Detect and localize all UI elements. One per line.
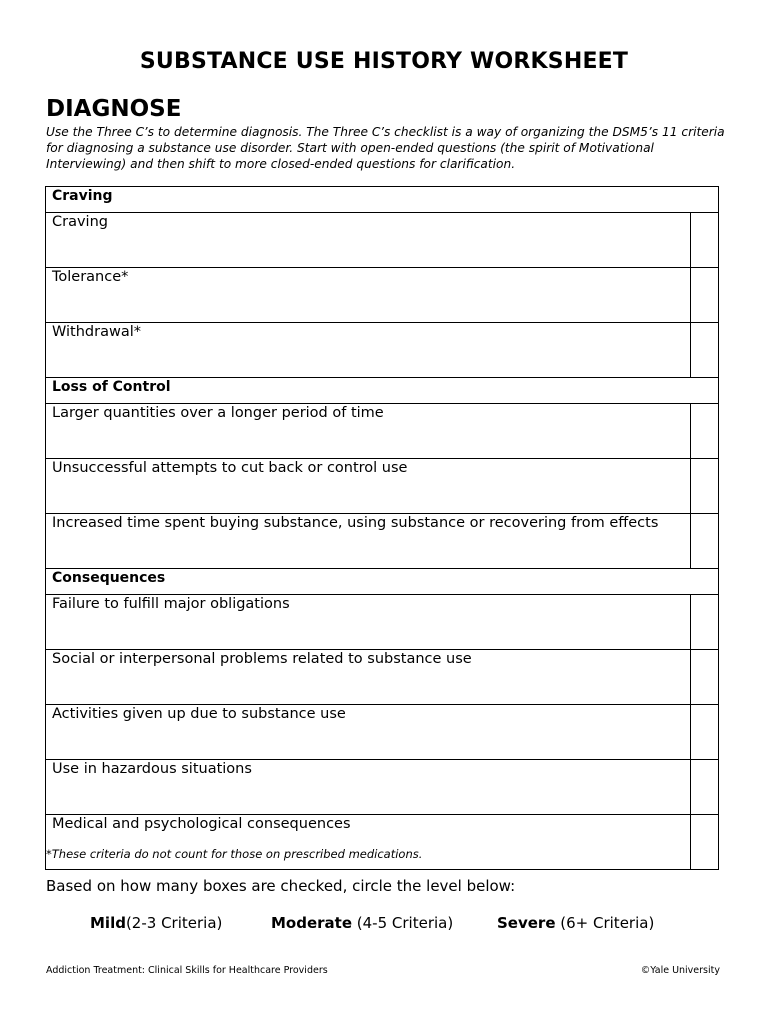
criterion-label: Tolerance*: [46, 268, 691, 323]
criterion-checkbox[interactable]: [690, 268, 718, 323]
criterion-checkbox[interactable]: [690, 459, 718, 514]
level-range: (2-3 Criteria): [125, 914, 223, 932]
group-row-consequences: [46, 569, 719, 595]
criterion-checkbox[interactable]: [690, 595, 718, 650]
criterion-row: [46, 595, 719, 650]
criteria-table: [45, 186, 719, 870]
criterion-row: [46, 705, 719, 760]
criterion-checkbox[interactable]: [690, 404, 718, 459]
criterion-row: [46, 213, 719, 268]
criterion-row: [46, 815, 719, 870]
criterion-label: Activities given up due to substance use: [46, 705, 691, 760]
level-range: (4-5 Criteria): [352, 914, 454, 932]
level-name: Mild: [90, 914, 126, 932]
criterion-label: Larger quantities over a longer period of time: [46, 404, 691, 459]
worksheet-title: SUBSTANCE USE HISTORY WORKSHEET: [139, 49, 629, 74]
criterion-label: Unsuccessful attempts to cut back or control use: [46, 459, 691, 514]
criterion-label: Craving: [46, 213, 691, 268]
group-row-loss-of-control: [46, 378, 719, 404]
group-label: Loss of Control: [46, 378, 719, 404]
footnote: *These criteria do not count for those on prescribed medications.: [46, 847, 423, 861]
criterion-checkbox[interactable]: [690, 650, 718, 705]
level-range: (6+ Criteria): [555, 914, 655, 932]
criterion-row: [46, 650, 719, 705]
criterion-row: [46, 760, 719, 815]
criterion-row: [46, 404, 719, 459]
criterion-row: [46, 514, 719, 569]
criterion-row: [46, 268, 719, 323]
level-mild[interactable]: [90, 914, 222, 932]
criterion-label: Increased time spent buying substance, using substance or recovering from effects: [46, 514, 691, 569]
criterion-row: [46, 323, 719, 378]
criterion-checkbox[interactable]: [690, 213, 718, 268]
section-intro: Use the Three C’s to determine diagnosis. The Three C’s checklist is a way of organizing the DSM5’s 11 criteria for diagnosing a substance use disorder. Start with open-ended questions (the spirit of Motivational Interviewing) and then shift to more closed-ended questions for clarification.: [46, 125, 725, 171]
group-row-craving: [46, 187, 719, 213]
criterion-row: [46, 459, 719, 514]
criterion-label: Withdrawal*: [46, 323, 691, 378]
section-heading: DIAGNOSE: [46, 96, 182, 122]
group-label: Craving: [46, 187, 719, 213]
level-severe[interactable]: [497, 914, 654, 932]
criterion-checkbox[interactable]: [690, 323, 718, 378]
group-label: Consequences: [46, 569, 719, 595]
criterion-label: Failure to fulfill major obligations: [46, 595, 691, 650]
criterion-label: Use in hazardous situations: [46, 760, 691, 815]
footer-course: Addiction Treatment: Clinical Skills for Healthcare Providers: [46, 965, 328, 976]
criterion-checkbox[interactable]: [690, 705, 718, 760]
level-name: Severe: [497, 914, 556, 932]
level-instruction: Based on how many boxes are checked, circle the level below:: [46, 877, 516, 895]
level-moderate[interactable]: [271, 914, 453, 932]
footer-copyright: ©Yale University: [640, 965, 720, 976]
criterion-label: Medical and psychological consequences: [46, 815, 691, 870]
criterion-checkbox[interactable]: [690, 514, 718, 569]
criterion-checkbox[interactable]: [690, 815, 718, 870]
criterion-checkbox[interactable]: [690, 760, 718, 815]
criterion-label: Social or interpersonal problems related to substance use: [46, 650, 691, 705]
level-name: Moderate: [271, 914, 353, 932]
